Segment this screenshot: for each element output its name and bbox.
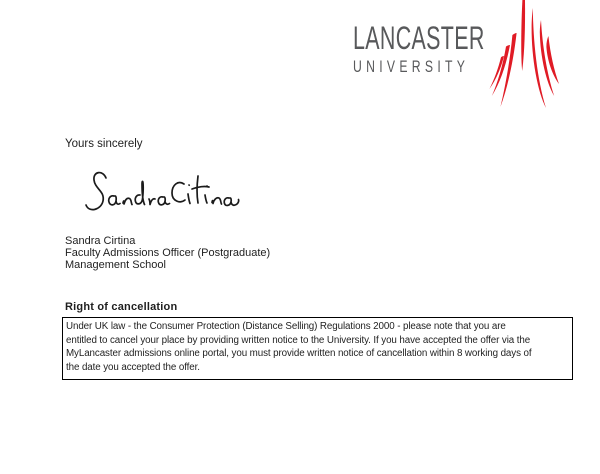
signatory-title: Faculty Admissions Officer (Postgraduate) [65, 247, 271, 259]
logo-name-text: LANCASTER [353, 20, 485, 56]
cancellation-text-line-4: the date you accepted the offer. [66, 361, 200, 373]
university-flame-emblem-icon [487, 0, 559, 113]
cancellation-heading: Right of cancellation [65, 301, 178, 313]
cancellation-text-line-2: entitled to cancel your place by providing written notice to the University. If you have accepted the offer via the [66, 334, 531, 346]
cancellation-text-line-3: MyLancaster admissions online portal, you must provide written notice of cancellation within 8 working days of [66, 348, 532, 359]
signatory-name: Sandra Cirtina [65, 235, 136, 247]
logo-subname-text: UNIVERSITY [353, 58, 470, 76]
closing-salutation: Yours sincerely [65, 138, 143, 150]
signatory-block [65, 235, 270, 271]
cancellation-notice-box [62, 317, 573, 380]
cancellation-text-line-1: Under UK law - the Consumer Protection (Distance Selling) Regulations 2000 - please note that you are [66, 321, 506, 332]
signatory-department: Management School [65, 259, 166, 271]
university-logo-wordmark [353, 22, 493, 77]
handwritten-signature [72, 158, 272, 233]
